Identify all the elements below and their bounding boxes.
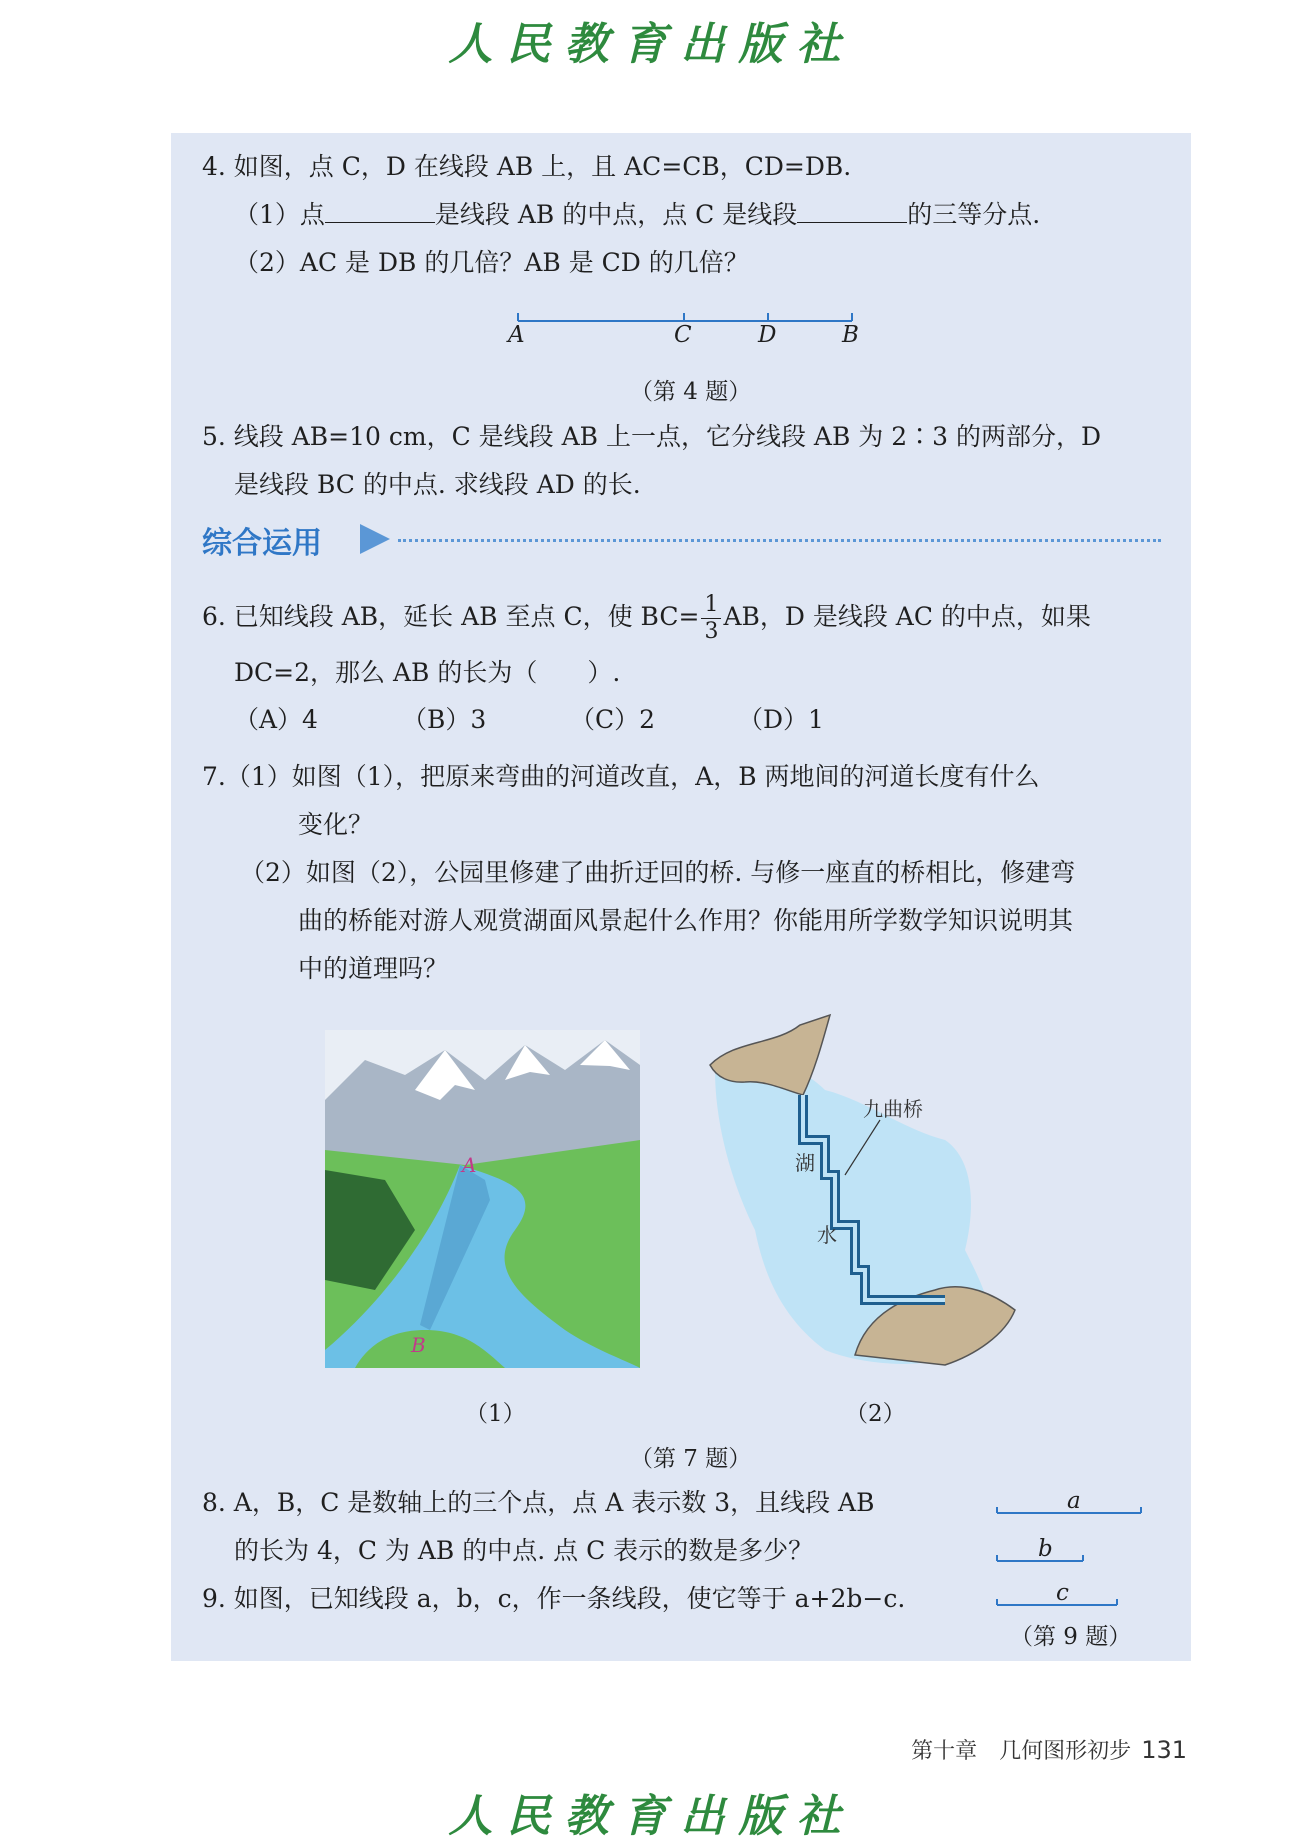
q6-line2: DC=2，那么 AB 的长为（ ）. [234,658,621,687]
q4-stem: 4. 如图，点 C，D 在线段 AB 上，且 AC=CB，CD=DB. [202,152,852,181]
q5-line2: 是线段 BC 的中点. 求线段 AD 的长. [234,470,641,499]
q4-blank-1[interactable] [325,200,435,223]
q6-line1-a: 6. 已知线段 AB，延长 AB 至点 C，使 BC= [202,602,700,631]
q7-fig2-caption: （2） [845,1401,906,1427]
q6-fraction [701,592,721,645]
q6-frac-num: 1 [701,592,721,619]
page-footer [911,1734,1187,1765]
q7-line2: 变化？ [298,810,374,839]
q8-line2: 的长为 4，C 为 AB 的中点. 点 C 表示的数是多少？ [234,1536,814,1565]
q4-blank-2[interactable] [797,200,907,223]
q9-line1: 9. 如图，已知线段 a，b，c，作一条线段，使它等于 a+2b−c. [202,1584,906,1613]
publisher-logo-bottom: 人民教育出版社 [448,1791,855,1842]
q6-choice-c[interactable]: （C）2 [570,705,656,734]
exercise-panel [171,133,1191,1661]
section-title: 综合运用 [202,526,322,561]
fig1-point-a: A [462,1153,477,1177]
q4-label-b: B [842,322,859,348]
fig2-lake-label-1: 湖 [795,1151,815,1175]
q4-caption: （第 4 题） [630,379,752,405]
q6-choice-b[interactable]: （B）3 [402,705,487,734]
q4-part1-b: 是线段 AB 的中点，点 C 是线段 [434,200,798,229]
q4-label-c: C [674,322,692,348]
q4-label-a: A [508,322,525,348]
q7-line4: 曲的桥能对游人观赏湖面风景起什么作用？你能用所学数学知识说明其 [298,906,1074,935]
q7-figure1-river [325,1030,640,1368]
q6-line1-b: AB，D 是线段 AC 的中点，如果 [723,602,1091,631]
fig2-bridge-label: 九曲桥 [863,1097,923,1121]
q9-label-b: b [1038,1536,1053,1562]
fig2-lake-label-2: 水 [817,1223,837,1247]
page-number: 131 [1141,1736,1187,1764]
q6-line1 [202,592,1091,645]
q9-label-c: c [1056,1580,1069,1606]
q5-line1: 5. 线段 AB=10 cm，C 是线段 AB 上一点，它分线段 AB 为 2∶3 的两部分，D [202,422,1102,451]
q7-caption: （第 7 题） [630,1446,752,1472]
q7-line5: 中的道理吗？ [298,954,449,983]
publisher-logo-top: 人民教育出版社 [448,19,855,70]
section-divider [398,539,1161,542]
q6-choice-a[interactable]: （A）4 [234,705,318,734]
q4-part1-a: （1）点 [234,200,325,229]
q7-line3: （2）如图（2），公园里修建了曲折迂回的桥. 与修一座直的桥相比，修建弯 [240,858,1076,887]
fig1-point-b: B [411,1333,426,1357]
q6-frac-den: 3 [704,619,719,644]
section-arrow-icon [360,524,390,554]
q4-label-d: D [758,322,777,348]
q9-label-a: a [1067,1488,1081,1514]
q7-line1: 7.（1）如图（1），把原来弯曲的河道改直，A，B 两地间的河道长度有什么 [202,762,1040,791]
q7-figure2-bridge [705,1010,1045,1370]
q4-part1 [234,198,1040,232]
q7-fig1-caption: （1） [465,1401,526,1427]
footer-chapter: 第十章 几何图形初步 [911,1739,1132,1764]
q4-part1-c: 的三等分点. [907,200,1041,229]
q8-line1: 8. A，B，C 是数轴上的三个点，点 A 表示数 3，且线段 AB [202,1488,875,1517]
q9-caption: （第 9 题） [1010,1624,1132,1650]
q6-choice-d[interactable]: （D）1 [738,705,824,734]
q4-part2: （2）AC 是 DB 的几倍？AB 是 CD 的几倍？ [234,248,749,277]
